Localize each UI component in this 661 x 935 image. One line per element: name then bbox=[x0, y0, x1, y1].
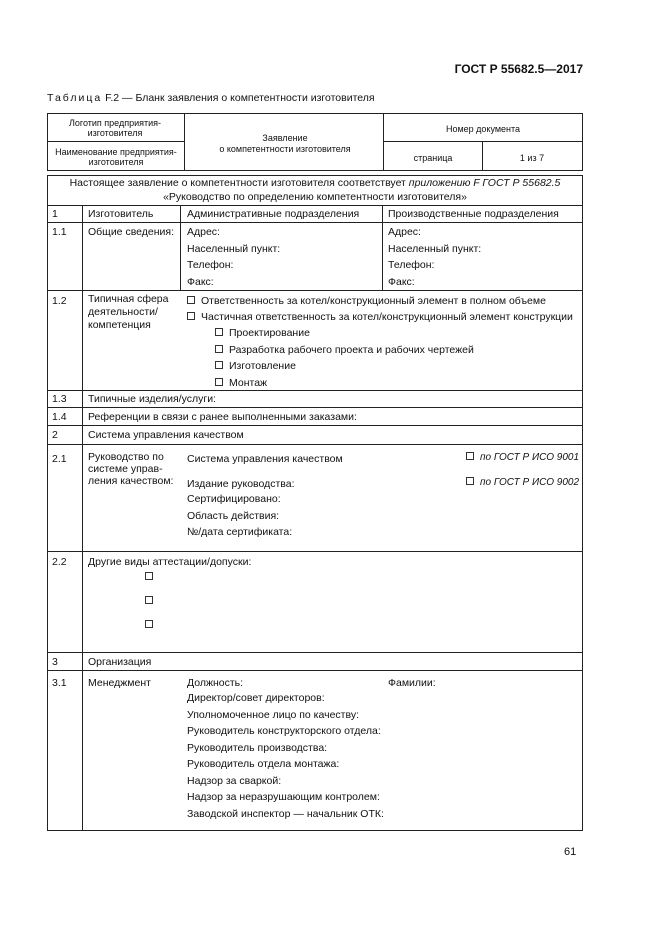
page-value-cell: 1 из 7 bbox=[519, 153, 545, 163]
admin-fax: Факс: bbox=[187, 275, 214, 288]
page-number: 61 bbox=[564, 846, 577, 858]
row13-num: 1.3 bbox=[52, 393, 67, 405]
row13-label: Типичные изделия/услуги: bbox=[88, 393, 216, 405]
row22-num: 2.2 bbox=[52, 556, 67, 568]
opt-iso-9002[interactable] bbox=[466, 477, 579, 488]
opt-detailed-label: Разработка рабочего проекта и рабочих чертежей bbox=[229, 343, 474, 356]
intro-line1-italic: приложению F ГОСТ Р 55682.5 bbox=[408, 177, 561, 189]
company-name-cell: Наименование предприятия-изготовителя bbox=[55, 147, 177, 167]
row12-label: Типичная сфера деятельности/ компетенция bbox=[88, 293, 169, 331]
checkbox-other-2-icon[interactable] bbox=[145, 596, 153, 604]
opt-design[interactable] bbox=[215, 325, 474, 342]
checkbox-other-3-icon[interactable] bbox=[145, 620, 153, 628]
standard-number: ГОСТ Р 55682.5—2017 bbox=[454, 62, 583, 76]
intro-line2: «Руководство по определению компетентности изготовителя» bbox=[163, 191, 467, 203]
row11-num: 1.1 bbox=[52, 226, 67, 238]
opt-iso-9001[interactable] bbox=[466, 452, 579, 463]
opt-installation-label: Монтаж bbox=[229, 376, 268, 389]
opt-partial-label: Частичная ответственность за котел/конструкционный элемент конструкции bbox=[201, 311, 573, 323]
position-header: Должность: bbox=[187, 677, 244, 689]
caption-prefix: Таблица bbox=[47, 92, 103, 104]
position-welding: Надзор за сваркой: bbox=[187, 774, 282, 787]
form-title-line1: Заявление bbox=[262, 133, 308, 143]
checkbox-detailed-icon[interactable] bbox=[215, 345, 223, 353]
page-label-cell: страница bbox=[413, 153, 453, 163]
checkbox-full-icon[interactable] bbox=[187, 296, 195, 304]
row14-num: 1.4 bbox=[52, 411, 67, 423]
caption-text: — Бланк заявления о компетентности изготовителя bbox=[119, 92, 375, 104]
surnames-header: Фамилии: bbox=[388, 677, 436, 689]
position-production-head: Руководитель производства: bbox=[187, 741, 328, 754]
checkbox-partial-icon[interactable] bbox=[187, 312, 195, 320]
doc-number-cell: Номер документа bbox=[445, 124, 521, 134]
positions-list bbox=[187, 690, 384, 822]
intro-text bbox=[48, 176, 582, 204]
row14-label: Референции в связи с ранее выполненными заказами: bbox=[88, 411, 357, 423]
position-design-head: Руководитель конструкторского отдела: bbox=[187, 725, 381, 737]
row2-label: Система управления качеством bbox=[88, 429, 244, 441]
position-director: Директор/совет директоров: bbox=[187, 692, 325, 704]
caption-number: F.2 bbox=[105, 92, 120, 104]
row3-num: 3 bbox=[52, 656, 58, 668]
admin-fields bbox=[187, 224, 280, 290]
row31-label: Менеджмент bbox=[88, 677, 151, 689]
scope-label: Область действия: bbox=[187, 509, 280, 522]
opt-partial-responsibility[interactable] bbox=[187, 309, 573, 326]
row12-num: 1.2 bbox=[52, 295, 67, 307]
checkbox-9001-icon[interactable] bbox=[466, 452, 474, 460]
sub-options bbox=[215, 325, 474, 391]
row1-num: 1 bbox=[52, 208, 58, 220]
row11-label: Общие сведения: bbox=[88, 226, 174, 238]
prod-address: Адрес: bbox=[388, 226, 421, 238]
opt-9002-label: по ГОСТ Р ИСО 9002 bbox=[480, 477, 580, 488]
col-prod-header: Производственные подразделения bbox=[388, 208, 559, 220]
admin-address: Адрес: bbox=[187, 226, 220, 238]
opt-design-label: Проектирование bbox=[229, 327, 310, 339]
prod-phone: Телефон: bbox=[388, 259, 435, 271]
qms-label: Система управления качеством bbox=[187, 453, 343, 465]
checkbox-other-1-icon[interactable] bbox=[145, 572, 153, 580]
row3-label: Организация bbox=[88, 656, 152, 668]
opt-manufacturing[interactable] bbox=[215, 358, 474, 375]
prod-fields bbox=[388, 224, 481, 290]
col-admin-header: Административные подразделения bbox=[187, 208, 360, 220]
opt-full-label: Ответственность за котел/конструкционный элемент в полном объеме bbox=[201, 295, 546, 307]
opt-detailed-design[interactable] bbox=[215, 342, 474, 359]
position-inspector: Заводской инспектор — начальник ОТК: bbox=[187, 807, 384, 820]
row21-label: Руководство по системе управ-ления качеством: bbox=[88, 451, 174, 487]
opt-full-responsibility[interactable] bbox=[187, 293, 546, 310]
row1-label: Изготовитель bbox=[88, 208, 154, 220]
checkbox-manufacturing-icon[interactable] bbox=[215, 361, 223, 369]
opt-manufacturing-label: Изготовление bbox=[229, 360, 296, 372]
table-caption bbox=[47, 92, 375, 104]
checkbox-installation-icon[interactable] bbox=[215, 378, 223, 386]
opt-9001-label: по ГОСТ Р ИСО 9001 bbox=[480, 452, 580, 463]
row2-num: 2 bbox=[52, 429, 58, 441]
edition-label: Издание руководства: bbox=[187, 478, 295, 490]
checkbox-design-icon[interactable] bbox=[215, 328, 223, 336]
position-ndt: Надзор за неразрушающим контролем: bbox=[187, 791, 380, 803]
row21-num: 2.1 bbox=[52, 453, 67, 465]
admin-phone: Телефон: bbox=[187, 259, 234, 271]
position-installation-head: Руководитель отдела монтажа: bbox=[187, 758, 340, 770]
checkbox-9002-icon[interactable] bbox=[466, 477, 474, 485]
row31-num: 3.1 bbox=[52, 677, 67, 689]
intro-line1-prefix: Настоящее заявление о компетентности изготовителя соответствует bbox=[69, 177, 409, 189]
prod-city: Населенный пункт: bbox=[388, 242, 482, 255]
position-quality: Уполномоченное лицо по качеству: bbox=[187, 708, 359, 721]
logo-cell: Логотип предприятия-изготовителя bbox=[68, 118, 162, 138]
certification-fields bbox=[187, 491, 292, 541]
admin-city: Населенный пункт: bbox=[187, 242, 281, 255]
certificate-label: №/дата сертификата: bbox=[187, 526, 293, 538]
prod-fax: Факс: bbox=[388, 275, 415, 288]
opt-installation[interactable] bbox=[215, 375, 474, 392]
row22-label: Другие виды аттестации/допуски: bbox=[88, 556, 252, 568]
form-title-line2: о компетентности изготовителя bbox=[219, 144, 351, 154]
certified-label: Сертифицировано: bbox=[187, 493, 281, 505]
